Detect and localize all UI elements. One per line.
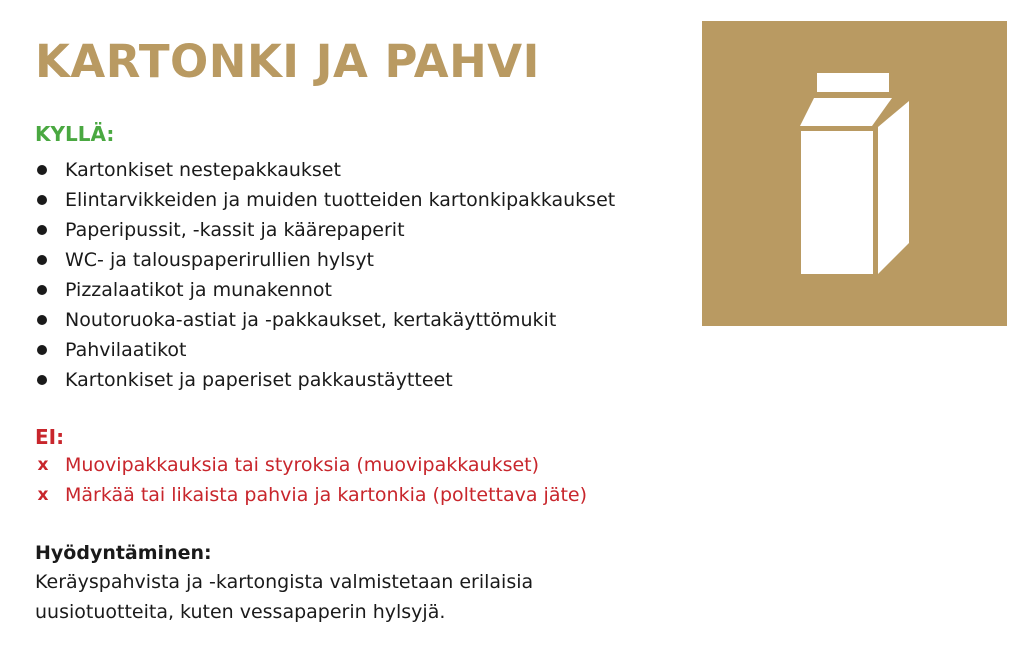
list-item-label: Kartonkiset ja paperiset pakkaustäytteet — [65, 369, 453, 391]
accepted-items-list — [35, 155, 615, 395]
yes-heading: KYLLÄ: — [35, 122, 115, 146]
utilization-text — [35, 567, 595, 627]
list-item-label: Elintarvikkeiden ja muiden tuotteiden kartonkipakkaukset — [65, 189, 616, 211]
list-item-label: Pizzalaatikot ja munakennot — [65, 279, 333, 301]
list-item — [35, 335, 615, 365]
list-item — [35, 450, 587, 480]
bullet-icon — [37, 375, 47, 385]
rejected-items-list — [35, 450, 587, 510]
list-item — [35, 275, 615, 305]
list-item-label: Noutoruoka-astiat ja -pakkaukset, kertakäyttömukit — [65, 309, 557, 331]
utilization-line: Keräyspahvista ja -kartongista valmistetaan erilaisia — [35, 571, 534, 593]
bullet-icon — [37, 225, 47, 235]
list-item-label: Märkää tai likaista pahvia ja kartonkia (poltettava jäte) — [65, 484, 588, 506]
bullet-icon — [37, 345, 47, 355]
list-item — [35, 185, 615, 215]
bullet-icon — [37, 255, 47, 265]
list-item — [35, 155, 615, 185]
list-item — [35, 480, 587, 510]
list-item — [35, 215, 615, 245]
bullet-icon — [37, 195, 47, 205]
list-item-label: Pahvilaatikot — [65, 339, 187, 361]
list-item — [35, 245, 615, 275]
bullet-icon — [37, 165, 47, 175]
page-title: KARTONKI JA PAHVI — [35, 35, 540, 88]
list-item-label: Muovipakkauksia tai styroksia (muovipakkaukset) — [65, 454, 540, 476]
milk-carton-icon — [702, 21, 1007, 326]
x-marker-icon: x — [37, 485, 49, 505]
category-icon-panel — [702, 21, 1007, 326]
list-item-label: Paperipussit, -kassit ja käärepaperit — [65, 219, 405, 241]
utilization-line: uusiotuotteita, kuten vessapaperin hylsyjä. — [35, 601, 446, 623]
list-item — [35, 365, 615, 395]
utilization-heading: Hyödyntäminen: — [35, 542, 212, 564]
x-marker-icon: x — [37, 455, 49, 475]
bullet-icon — [37, 315, 47, 325]
list-item-label: Kartonkiset nestepakkaukset — [65, 159, 341, 181]
list-item — [35, 305, 615, 335]
bullet-icon — [37, 285, 47, 295]
list-item-label: WC- ja talouspaperirullien hylsyt — [65, 249, 375, 271]
no-heading: EI: — [35, 425, 65, 449]
